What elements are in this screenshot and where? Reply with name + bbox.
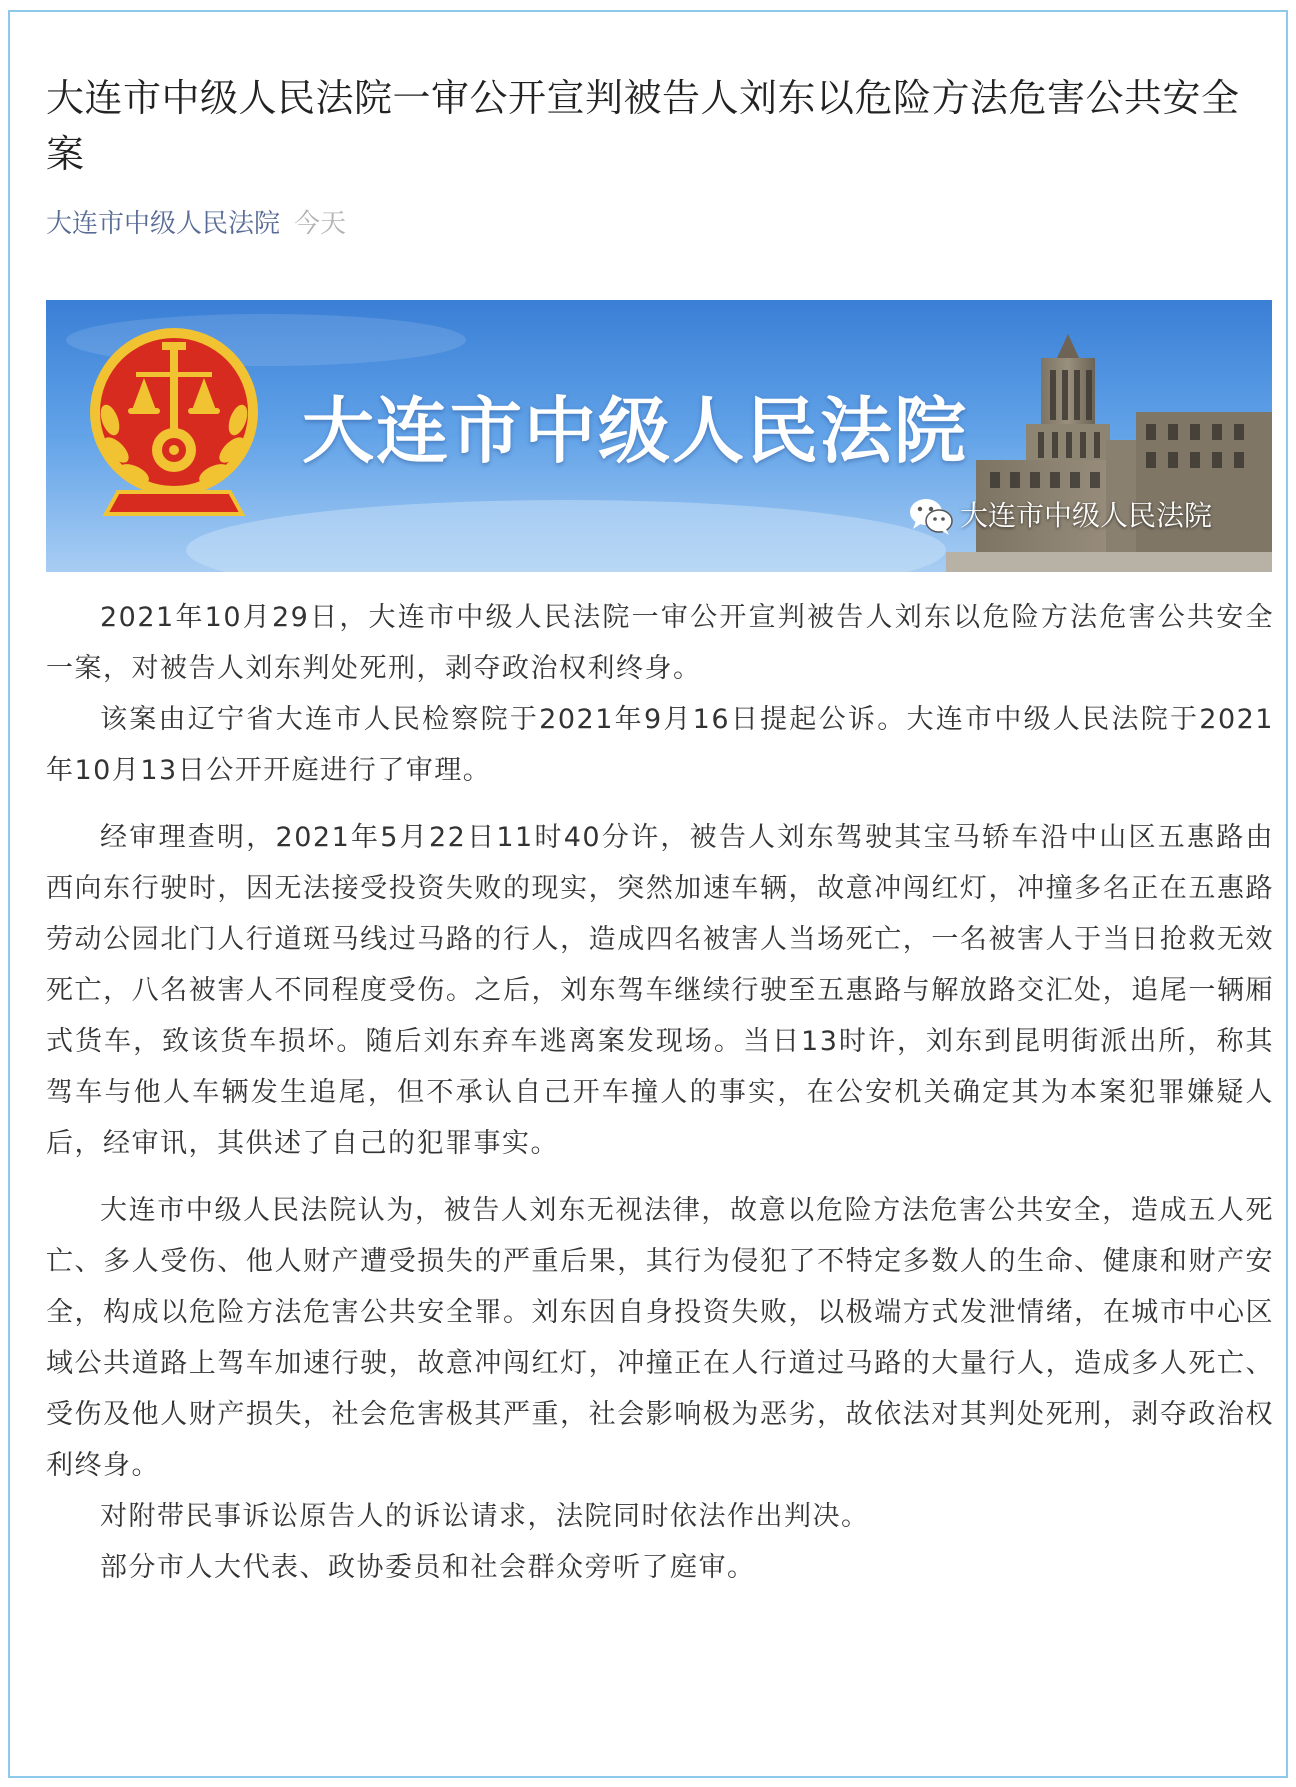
- banner-title: 大连市中级人民法院: [302, 389, 969, 473]
- account-name-link[interactable]: 大连市中级人民法院: [46, 209, 281, 239]
- paragraph-spacer: [46, 1169, 1274, 1185]
- article-frame: [8, 10, 1288, 1778]
- article-title: 大连市中级人民法院一审公开宣判被告人刘东以危险方法危害公共安全案: [46, 76, 1240, 176]
- paragraph-prosecution: 该案由辽宁省大连市人民检察院于2021年9月16日提起公诉。大连市中级人民法院于2021年10月13日公开开庭进行了审理。: [46, 704, 1274, 786]
- paragraph-court-opinion: 大连市中级人民法院认为，被告人刘东无视法律，故意以危险方法危害公共安全，造成五人死亡、多人受伤、他人财产遭受损失的严重后果，其行为侵犯了不特定多数人的生命、健康和财产安全，构成以危险方法危害公共安全罪。刘东因自身投资失败，以极端方式发泄情绪，在城市中心区域公共道路上驾车加速行驶，故意冲闯红灯，冲撞正在人行道过马路的大量行人，造成多人死亡、受伤及他人财产损失，社会危害极其严重，社会影响极为恶劣，故依法对其判处死刑，剥夺政治权利终身。: [46, 1195, 1274, 1481]
- publish-date: 今天: [294, 209, 347, 239]
- paragraph-facts: 经审理查明，2021年5月22日11时40分许，被告人刘东驾驶其宝马轿车沿中山区五惠路由西向东行驶时，因无法接受投资失败的现实，突然加速车辆，故意冲闯红灯，冲撞多名正在五惠路劳动公园北门人行道斑马线过马路的行人，造成四名被害人当场死亡，一名被害人于当日抢救无效死亡，八名被害人不同程度受伤。之后，刘东驾车继续行驶至五惠路与解放路交汇处，追尾一辆厢式货车，致该货车损坏。随后刘东弃车逃离案发现场。当日13时许，刘东到昆明街派出所，称其驾车与他人车辆发生追尾，但不承认自己开车撞人的事实，在公安机关确定其为本案犯罪嫌疑人后，经审讯，其供述了自己的犯罪事实。: [46, 822, 1274, 1159]
- article-meta: [46, 206, 1270, 242]
- paragraph-audience: 部分市人大代表、政协委员和社会群众旁听了庭审。: [100, 1552, 756, 1583]
- wechat-icon: [908, 496, 954, 536]
- paragraph-verdict: 2021年10月29日，大连市中级人民法院一审公开宣判被告人刘东以危险方法危害公共安全一案，对被告人刘东判处死刑，剥夺政治权利终身。: [46, 602, 1274, 684]
- wechat-watermark: [908, 496, 1212, 536]
- paragraph-civil-claim: 对附带民事诉讼原告人的诉讼请求，法院同时依法作出判决。: [100, 1501, 870, 1532]
- article-body: [46, 592, 1274, 1593]
- paragraph-spacer: [46, 796, 1274, 812]
- court-banner-image: [46, 300, 1272, 572]
- watermark-text: 大连市中级人民法院: [960, 499, 1213, 532]
- article: [46, 70, 1274, 1593]
